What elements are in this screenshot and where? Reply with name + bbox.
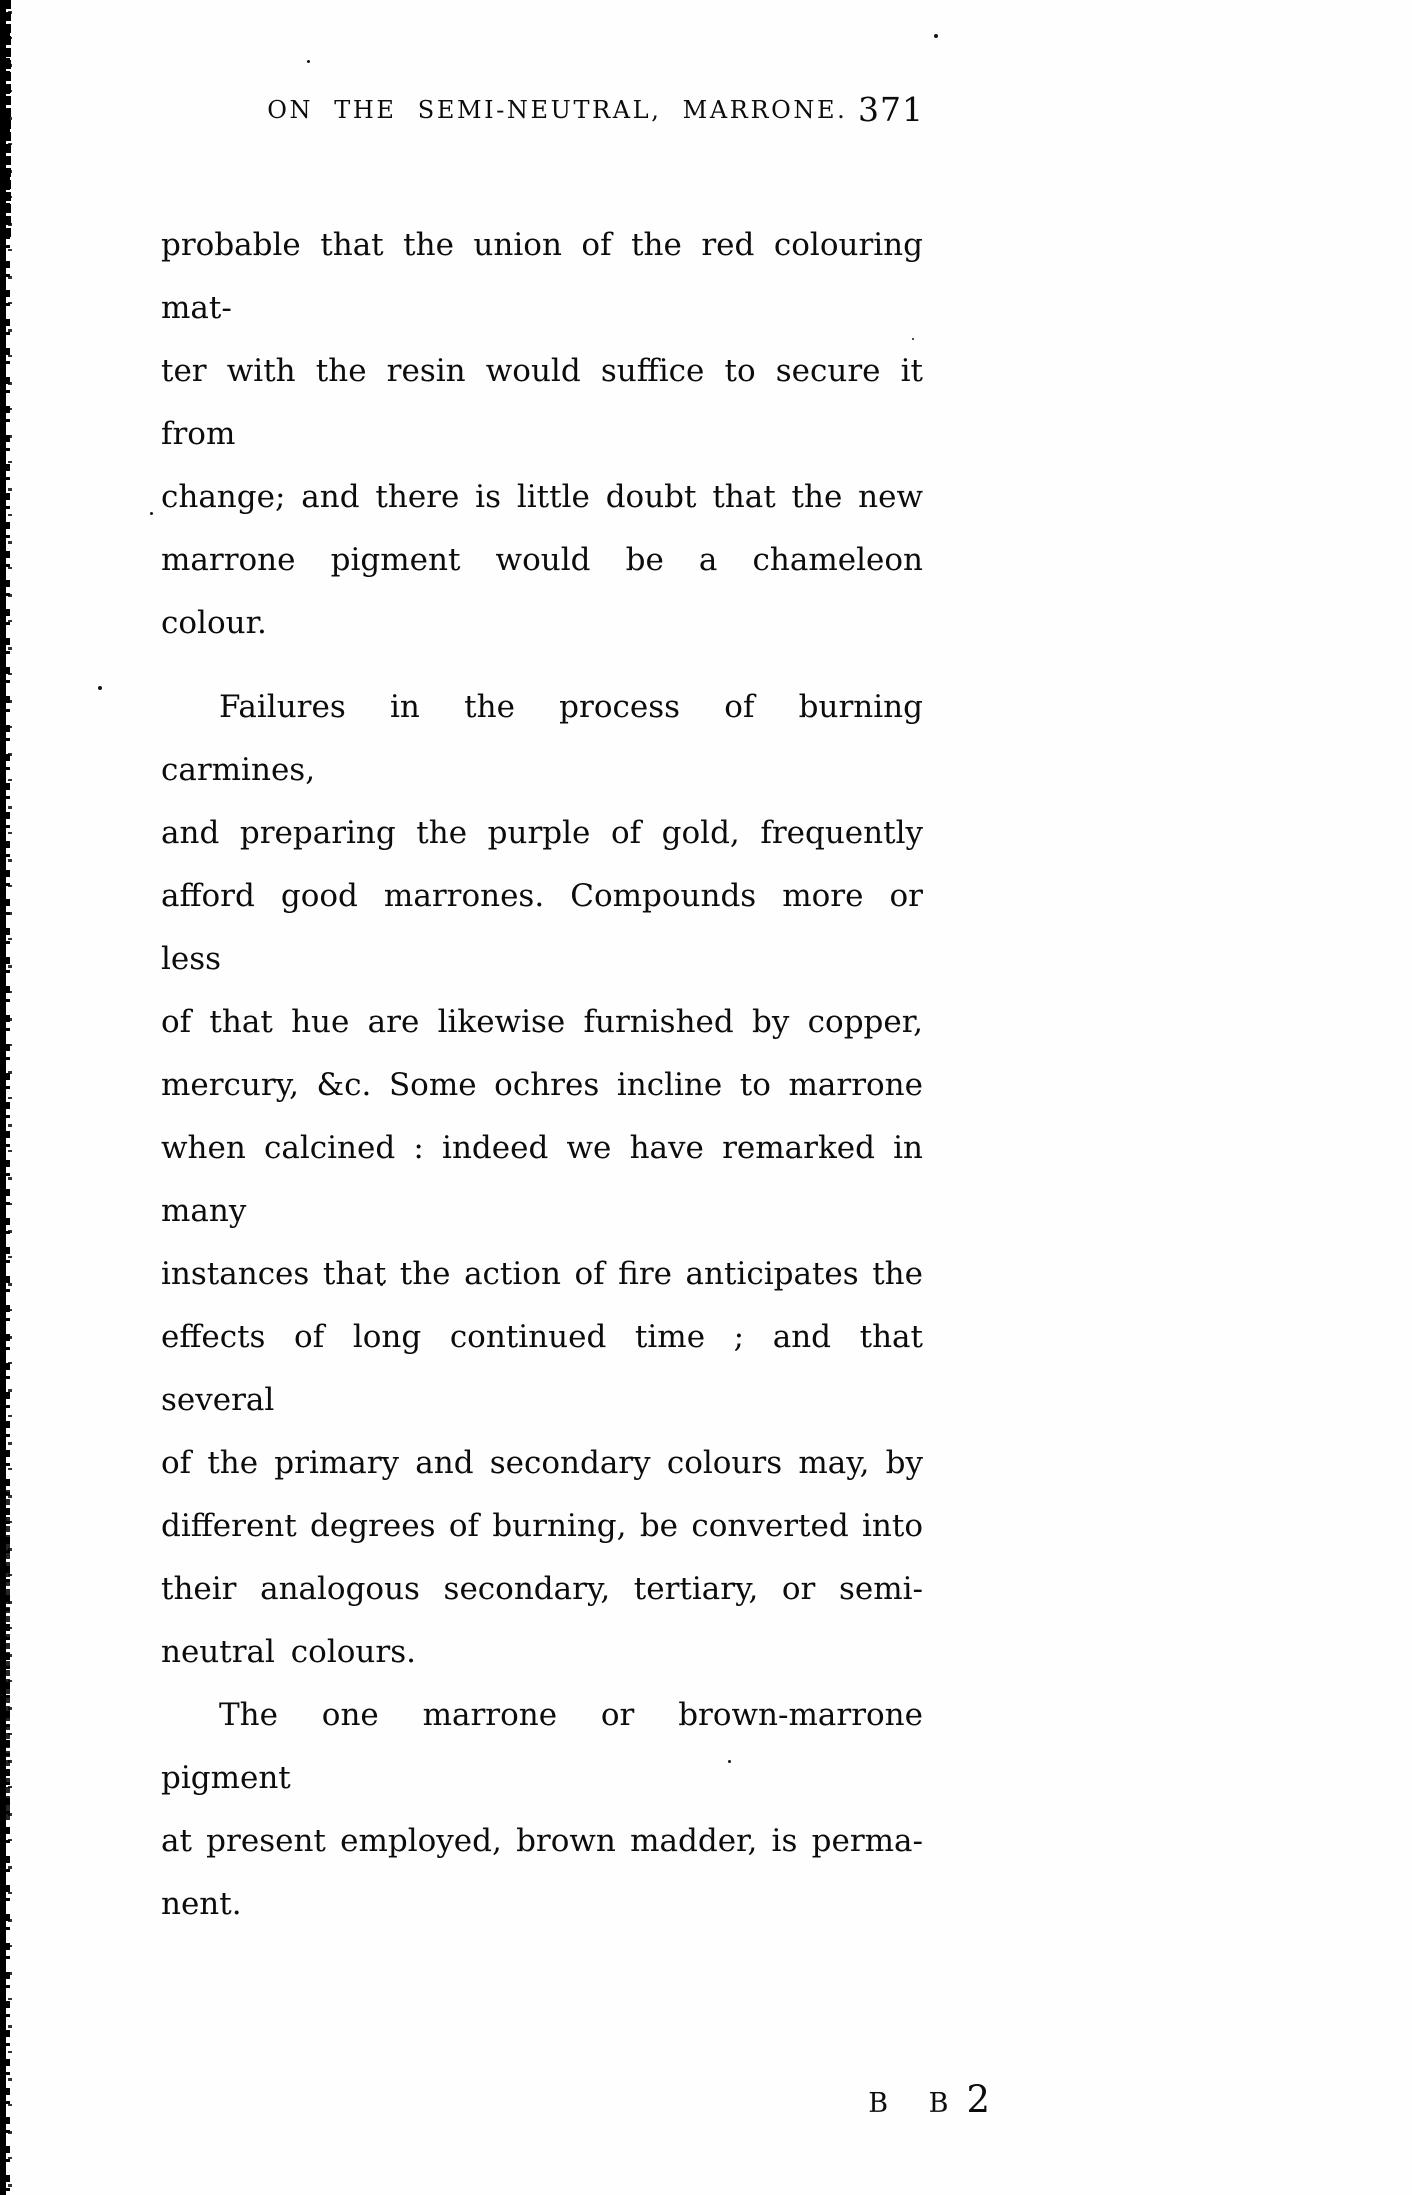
- text-line: probable that the union of the red colouring mat-: [161, 227, 923, 326]
- text-line: at present employed, brown madder, is perma-: [161, 1823, 923, 1859]
- body-text: [161, 214, 923, 1936]
- text-line: afford good marrones. Compounds more or less: [161, 878, 923, 977]
- text-line: their analogous secondary, tertiary, or semi-: [161, 1571, 923, 1607]
- text-line: change; and there is little doubt that the new: [161, 479, 923, 515]
- text-line: nent.: [161, 1886, 242, 1922]
- text-line: mercury, &c. Some ochres incline to marrone: [161, 1067, 923, 1103]
- signature-number: 2: [966, 2078, 990, 2121]
- signature-mark: [160, 2078, 990, 2121]
- text-line: of the primary and secondary colours may, by: [161, 1445, 923, 1481]
- text-line: The one marrone or brown-marrone pigment: [161, 1697, 923, 1796]
- paragraph: [161, 214, 923, 655]
- running-title: ON THE SEMI-NEUTRAL, MARRONE.: [267, 96, 848, 124]
- text-line: different degrees of burning, be converted into: [161, 1508, 923, 1544]
- scan-speck: [934, 34, 938, 38]
- page-number: 371: [858, 90, 924, 129]
- scan-speck: [98, 686, 102, 690]
- scan-speck: [150, 512, 153, 515]
- text-line: Failures in the process of burning carmines,: [161, 689, 923, 788]
- text-line: when calcined : indeed we have remarked in many: [161, 1130, 923, 1229]
- text-line: effects of long continued time ; and that several: [161, 1319, 923, 1418]
- text-line: instances that the action of fire anticipates the: [161, 1256, 923, 1292]
- scan-speck: [307, 60, 310, 63]
- signature-letters: B B: [868, 2088, 965, 2119]
- running-head: [160, 90, 924, 136]
- paragraph: [161, 676, 923, 1684]
- text-line: and preparing the purple of gold, frequently: [161, 815, 923, 851]
- scan-binding-edge: [0, 0, 16, 2195]
- paragraph: [161, 1684, 923, 1936]
- text-line: neutral colours.: [161, 1634, 416, 1670]
- text-line: marrone pigment would be a chameleon colour.: [161, 542, 923, 641]
- text-line: ter with the resin would suffice to secure it from: [161, 353, 923, 452]
- text-line: of that hue are likewise furnished by copper,: [161, 1004, 923, 1040]
